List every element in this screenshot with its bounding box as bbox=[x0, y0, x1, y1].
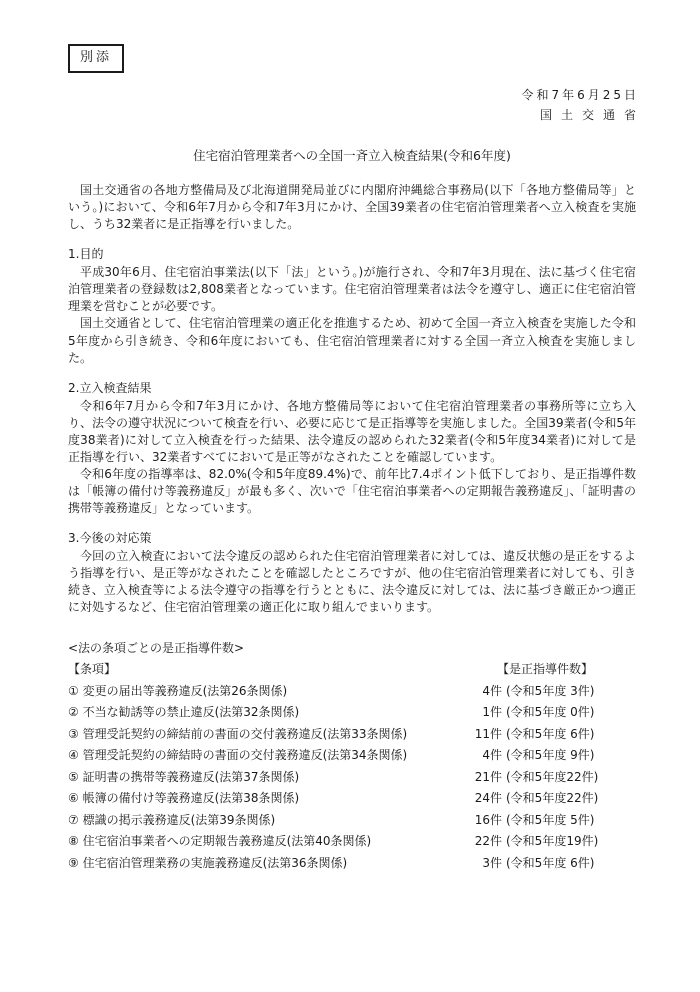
section-purpose-paragraph-2: 国土交通省として、住宅宿泊管理業の適正化を推進するため、初めて全国一斉立入検査を実施した令和5年度から引き続き、令和6年度においても、住宅宿泊管理業者に対する全国一斉立入検査を実施しました。 bbox=[68, 316, 636, 365]
violation-count: 11件 bbox=[474, 726, 502, 741]
table-row bbox=[68, 855, 636, 872]
section-purpose bbox=[68, 246, 636, 366]
violation-label: ② 不当な勧誘等の禁止違反(法第32条関係) bbox=[68, 705, 300, 720]
section-inspection-results-heading: 2.立入検査結果 bbox=[68, 380, 152, 395]
section-purpose-paragraph-1: 平成30年6月、住宅宿泊事業法(以下「法」という。)が施行され、令和7年3月現在、法に基づく住宅宿泊管理業者の登録数は2,808業者となっています。住宅宿泊管理業者は法令を遵守し、適正に住宅宿泊管理業を営むことが必要です。 bbox=[68, 265, 636, 314]
violation-prev-year-count: (令和5年度 6件) bbox=[506, 855, 595, 870]
section-inspection-results-paragraph-1: 令和6年7月から令和7年3月にかけ、各地方整備局等において住宅宿泊管理業者の事務所等に立ち入り、法令の遵守状況について検査を行い、必要に応じて是正指導等を実施しました。全国39業者(令和5年度38業者)に対して立入検査を行った結果、法令違反の認められた32業者(令和5年度34業者)に対して是正指導を行い、32業者すべてにおいて是正等がなされたことを確認しています。 bbox=[68, 398, 636, 464]
table-title: <法の条項ごとの是正指導件数> bbox=[68, 640, 245, 655]
violation-label: ③ 管理受託契約の締結前の書面の交付義務違反(法第33条関係) bbox=[68, 726, 408, 741]
violation-prev-year-count: (令和5年度22件) bbox=[506, 769, 599, 784]
document-date: 令和7年6月25日 bbox=[521, 88, 639, 103]
section-inspection-results-paragraph-2: 令和6年度の指導率は、82.0%(令和5年度89.4%)で、前年比7.4ポイント低下しており、是正指導件数は「帳簿の備付け等義務違反」が最も多く、次いで「住宅宿泊事業者への定期報告義務違反」、「証明書の携帯等義務違反」となっています。 bbox=[68, 466, 636, 515]
table-row bbox=[68, 726, 636, 743]
document-header bbox=[68, 87, 645, 124]
violation-label: ① 変更の届出等義務違反(法第26条関係) bbox=[68, 683, 288, 698]
attachment-label-box bbox=[68, 44, 124, 73]
section-inspection-results bbox=[68, 380, 636, 517]
table-header-clause: 【条項】 bbox=[68, 662, 117, 677]
violation-count: 21件 bbox=[474, 769, 502, 784]
table-row bbox=[68, 747, 636, 764]
document-title: 住宅宿泊管理業者への全国一斉立入検査結果(令和6年度) bbox=[193, 147, 511, 163]
violation-prev-year-count: (令和5年度22件) bbox=[506, 791, 599, 806]
attachment-label: 別添 bbox=[80, 50, 113, 65]
violation-label: ⑤ 証明書の携帯等義務違反(法第37条関係) bbox=[68, 769, 300, 784]
section-future-measures-heading: 3.今後の対応策 bbox=[68, 530, 152, 545]
violation-prev-year-count: (令和5年度 5件) bbox=[506, 812, 595, 827]
table-row bbox=[68, 833, 636, 850]
intro-paragraph: 国土交通省の各地方整備局及び北海道開発局並びに内閣府沖縄総合事務局(以下「各地方整備局等」という。)において、令和6年7月から令和7年3月にかけ、全国39業者の住宅宿泊管理業者へ立入検査を実施し、うち32業者に是正指導を行いました。 bbox=[68, 183, 636, 232]
section-future-measures-paragraph-1: 今回の立入検査において法令違反の認められた住宅宿泊管理業者に対しては、違反状態の是正をするよう指導を行い、是正等がなされたことを確認したところですが、他の住宅宿泊管理業者に対しても、引き続き、立入検査等による法令遵守の指導を行うとともに、法令違反に対しては、法に基づき厳正かつ適正に対処するなど、住宅宿泊管理業の適正化に取り組んでまいります。 bbox=[68, 548, 636, 614]
correction-count-table bbox=[68, 640, 636, 872]
violation-count: 24件 bbox=[474, 791, 502, 806]
table-row bbox=[68, 812, 636, 829]
violation-label: ⑥ 帳簿の備付け等義務違反(法第38条関係) bbox=[68, 791, 300, 806]
violation-prev-year-count: (令和5年度19件) bbox=[506, 834, 599, 849]
violation-count: 4件 bbox=[482, 683, 502, 698]
violation-count: 3件 bbox=[482, 855, 502, 870]
table-row bbox=[68, 704, 636, 721]
section-future-measures bbox=[68, 530, 636, 616]
violation-label: ⑦ 標識の掲示義務違反(法第39条関係) bbox=[68, 812, 276, 827]
table-row bbox=[68, 790, 636, 807]
table-row bbox=[68, 769, 636, 786]
violation-label: ⑧ 住宅宿泊事業者への定期報告義務違反(法第40条関係) bbox=[68, 834, 372, 849]
violation-count: 4件 bbox=[482, 748, 502, 763]
section-purpose-heading: 1.目的 bbox=[68, 247, 104, 262]
violation-prev-year-count: (令和5年度 9件) bbox=[506, 748, 595, 763]
violation-count: 22件 bbox=[474, 834, 502, 849]
table-header-row bbox=[68, 661, 636, 678]
violation-count: 16件 bbox=[474, 812, 502, 827]
violation-prev-year-count: (令和5年度 0件) bbox=[506, 705, 595, 720]
violation-count: 1件 bbox=[482, 705, 502, 720]
violation-label: ④ 管理受託契約の締結時の書面の交付義務違反(法第34条関係) bbox=[68, 748, 408, 763]
violation-prev-year-count: (令和5年度 3件) bbox=[506, 683, 595, 698]
table-row bbox=[68, 683, 636, 700]
violation-prev-year-count: (令和5年度 6件) bbox=[506, 726, 595, 741]
violation-label: ⑨ 住宅宿泊管理業務の実施義務違反(法第36条関係) bbox=[68, 855, 348, 870]
table-header-count: 【是正指導件数】 bbox=[496, 662, 593, 677]
ministry-name: 国土交通省 bbox=[539, 108, 645, 123]
